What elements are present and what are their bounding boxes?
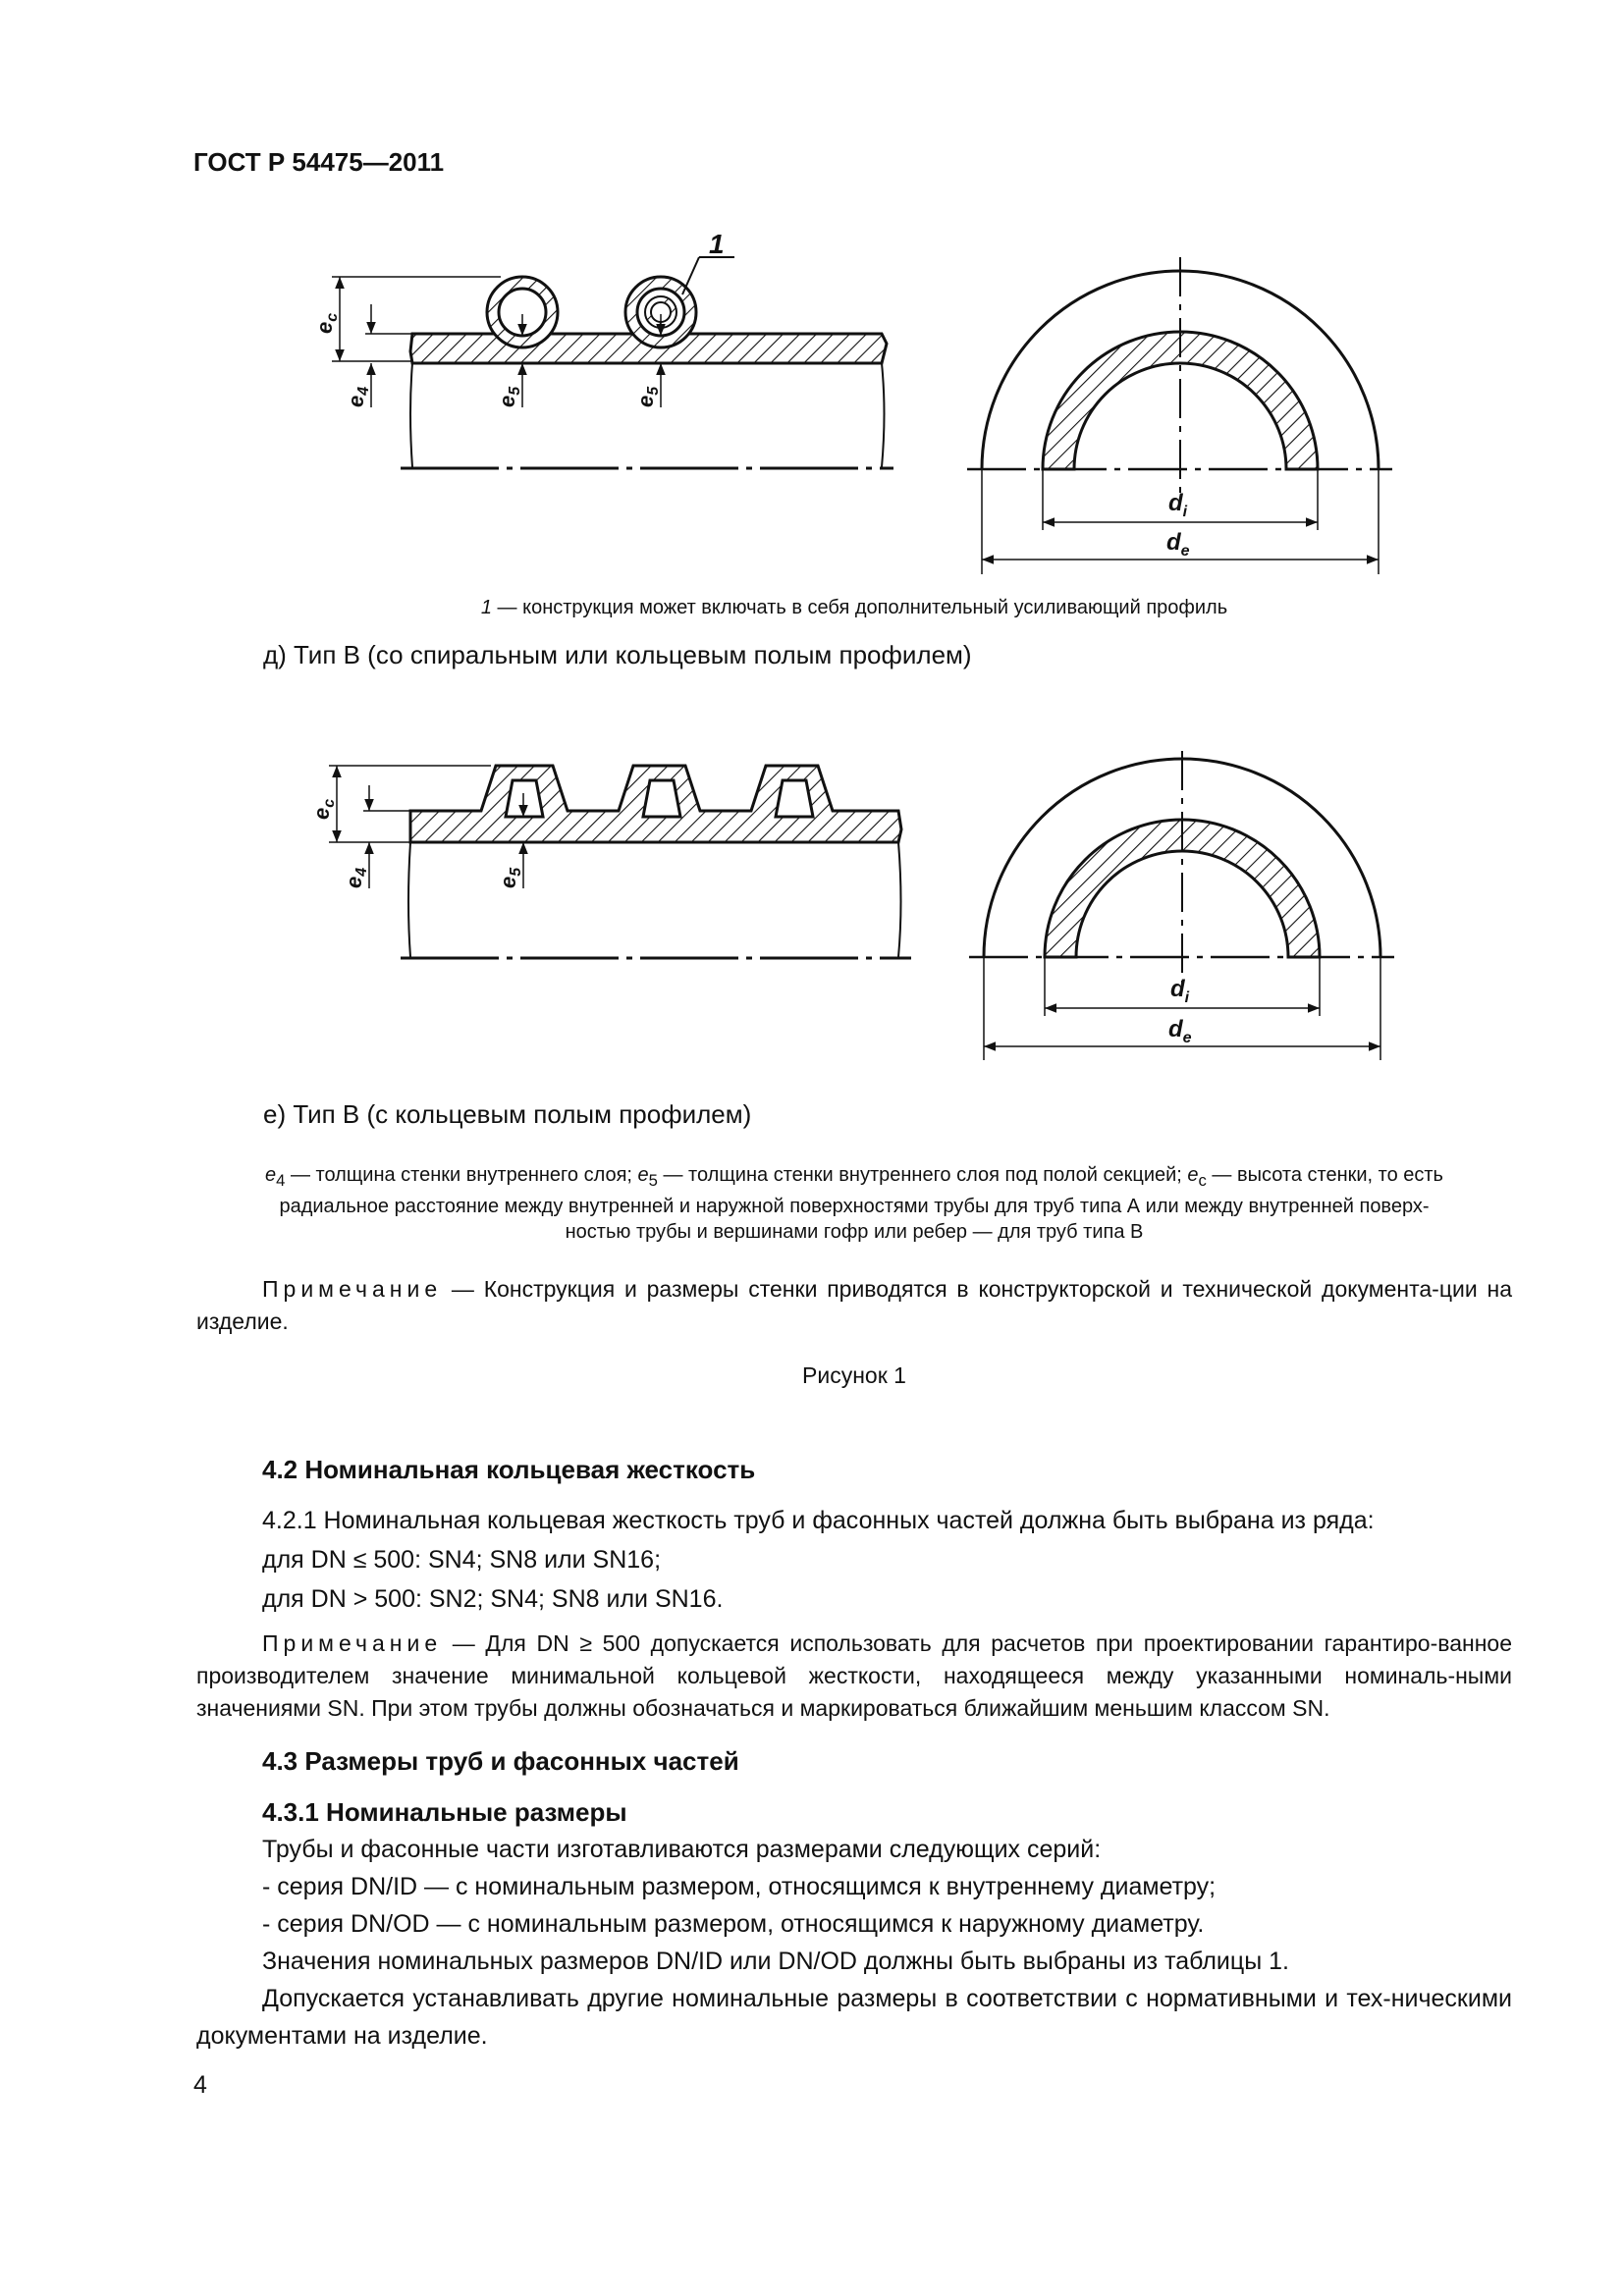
section-4-2-heading: 4.2 Номинальная кольцевая жесткость bbox=[262, 1455, 756, 1484]
other-sizes-text: Допускается устанавливать другие номинальные размеры в соответствии с нормативными и тех-ническими документами на изделие. bbox=[196, 1985, 1512, 2050]
symbols-legend: $e_4$ — толщина стенки внутреннего слоя; $e_5$ — толщина стенки внутреннего слоя под полой секцией; $e_c$ — высота стенки, то есть радиальное расстояние между внутренней и наружной поверхностями трубы для труб типа А или между внутренней поверх- ностью трубы и вершинами гофр или ребер — для труб типа В bbox=[265, 1164, 1443, 1243]
figure-e-cross-section bbox=[969, 751, 1394, 1060]
series-intro: Трубы и фасонные части изготавливаются размерами следующих серий: bbox=[262, 1836, 1102, 1863]
label-de-d: $d_e$ bbox=[1166, 529, 1190, 560]
label-ec-e: $e_c$ bbox=[309, 798, 338, 820]
label-e5-d2: $e_5$ bbox=[633, 386, 662, 407]
note-ring-stiffness: Примечание — Для DN ≥ 500 допускается использовать для расчетов при проектировании гарантиро-ванное производителем значение минимальной кольцевой жесткости, находящееся между указанными номиналь-ными значениями SN. При этом трубы должны обозначаться и маркироваться ближайшим меньшим классом SN. bbox=[196, 1630, 1512, 1721]
sn-range-large: для DN > 500: SN2; SN4; SN8 или SN16. bbox=[262, 1585, 724, 1613]
sn-range-small: для DN ≤ 500: SN4; SN8 или SN16; bbox=[262, 1546, 662, 1574]
figure-drawings bbox=[0, 0, 1623, 1129]
section-4-3-1-heading: 4.3.1 Номинальные размеры bbox=[262, 1797, 627, 1827]
label-e4-d: $e_4$ bbox=[344, 386, 372, 407]
figure-d-legend: 1 — конструкция может включать в себя дополнительный усиливающий профиль bbox=[480, 597, 1228, 618]
series-dn-od: - серия DN/OD — с номинальным размером, относящимся к наружному диаметру. bbox=[262, 1910, 1205, 1938]
table-reference: Значения номинальных размеров DN/ID или DN/OD должны быть выбраны из таблицы 1. bbox=[262, 1948, 1289, 1975]
figure-d-wall-section bbox=[332, 257, 893, 468]
figure-e-caption: е) Тип В (с кольцевым полым профилем) bbox=[263, 1099, 752, 1129]
rib-circle-1 bbox=[487, 277, 558, 347]
label-e5-e: $e_5$ bbox=[496, 867, 524, 888]
section-4-2-1-text: 4.2.1 Номинальная кольцевая жесткость труб и фасонных частей должна быть выбрана из ряда: bbox=[262, 1507, 1375, 1534]
section-4-3-heading: 4.3 Размеры труб и фасонных частей bbox=[262, 1746, 739, 1776]
page-number: 4 bbox=[193, 2071, 207, 2099]
callout-number: 1 bbox=[709, 229, 725, 259]
figure-title: Рисунок 1 bbox=[802, 1362, 906, 1388]
label-ec-d: $e_c$ bbox=[312, 312, 341, 334]
note-wall-design: Примечание — Конструкция и размеры стенки приводятся в конструкторской и технической документа-ции на изделие. bbox=[196, 1276, 1512, 1334]
document-header: ГОСТ Р 54475—2011 bbox=[193, 147, 445, 177]
label-e5-d1: $e_5$ bbox=[495, 386, 523, 407]
label-de-e: $d_e$ bbox=[1168, 1016, 1192, 1046]
label-di-d: $d_i$ bbox=[1168, 490, 1188, 520]
label-di-e: $d_i$ bbox=[1170, 976, 1190, 1006]
figure-e-wall-section bbox=[329, 766, 911, 958]
figure-d-cross-section bbox=[967, 257, 1392, 574]
figure-d-caption: д) Тип В (со спиральным или кольцевым полым профилем) bbox=[263, 640, 972, 669]
label-e4-e: $e_4$ bbox=[342, 867, 370, 888]
series-dn-id: - серия DN/ID — с номинальным размером, относящимся к внутреннему диаметру; bbox=[262, 1873, 1217, 1900]
